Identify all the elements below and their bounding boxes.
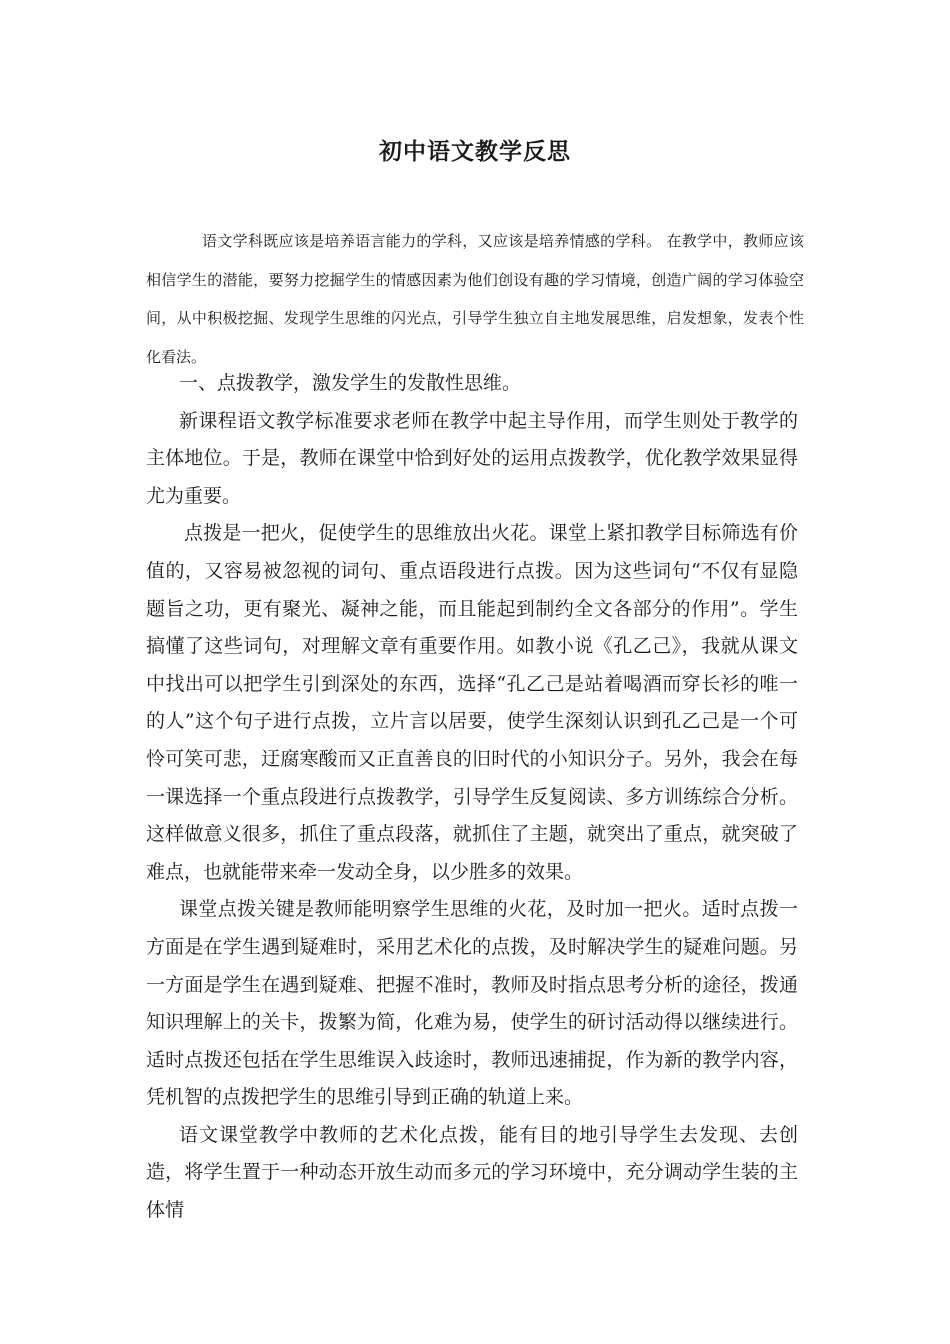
body-paragraph: 课堂点拨关键是教师能明察学生思维的火花，及时加一把火。适时点拨一方面是在学生遇到疑难时，采用艺术化的点拨，及时解决学生的疑难问题。另一方面是学生在遇到疑难、把握不准时，教师及时指点思考分析的途径，拨通知识理解上的关卡，拨繁为简，化难为易，使学生的研讨活动得以继续进行。适时点拨还包括在学生思维误入歧途时，教师迅速捕捉，作为新的教学内容，凭机智的点拨把学生的思维引导到正确的轨道上来。 bbox=[146, 898, 798, 1109]
body-paragraph: 语文课堂教学中教师的艺术化点拨，能有目的地引导学生去发现、去创造，将学生置于一种动态开放生动而多元的学习环境中，充分调动学生装的主体情 bbox=[146, 1123, 798, 1222]
document-body bbox=[146, 365, 798, 1230]
body-paragraph: 新课程语文教学标准要求老师在教学中起主导作用，而学生则处于教学的主体地位。于是，教师在课堂中恰到好处的运用点拨教学，优化教学效果显得尤为重要。 bbox=[146, 409, 798, 507]
body-paragraph: 点拨是一把火，促使学生的思维放出火花。课堂上紧扣教学目标筛选有价值的，又容易被忽视的词句、重点语段进行点拨。因为这些词句“不仅有显隐题旨之功，更有聚光、凝神之能，而且能起到制约全文各部分的作用”。学生搞懂了这些词句，对理解文章有重要作用。如教小说《孔乙己》，我就从课文中找出可以把学生引到深处的东西，选择“孔乙己是站着喝酒而穿长衫的唯一的人”这个句子进行点拨，立片言以居要，使学生深刻认识到孔乙己是一个可怜可笑可悲，迂腐寒酸而又正直善良的旧时代的小知识分子。另外，我会在每一课选择一个重点段进行点拨教学，引导学生反复阅读、多方训练综合分析。这样做意义很多，抓住了重点段落，就抓住了主题，就突出了重点，就突破了难点，也就能带来牵一发动全身，以少胜多的效果。 bbox=[146, 522, 798, 883]
intro-paragraph: 语文学科既应该是培养语言能力的学科，又应该是培养情感的学科。 在教学中，教师应该相信学生的潜能，要努力挖掘学生的情感因素为他们创设有趣的学习情境，创造广阔的学习体验空间，从中积极挖掘、发现学生思维的闪光点，引导学生独立自主地发展思维，启发想象，发表个性化看法。 bbox=[146, 232, 804, 366]
document-title: 初中语文教学反思 bbox=[379, 138, 571, 165]
section-heading: 一、点拨教学，激发学生的发散性思维。 bbox=[179, 372, 522, 394]
